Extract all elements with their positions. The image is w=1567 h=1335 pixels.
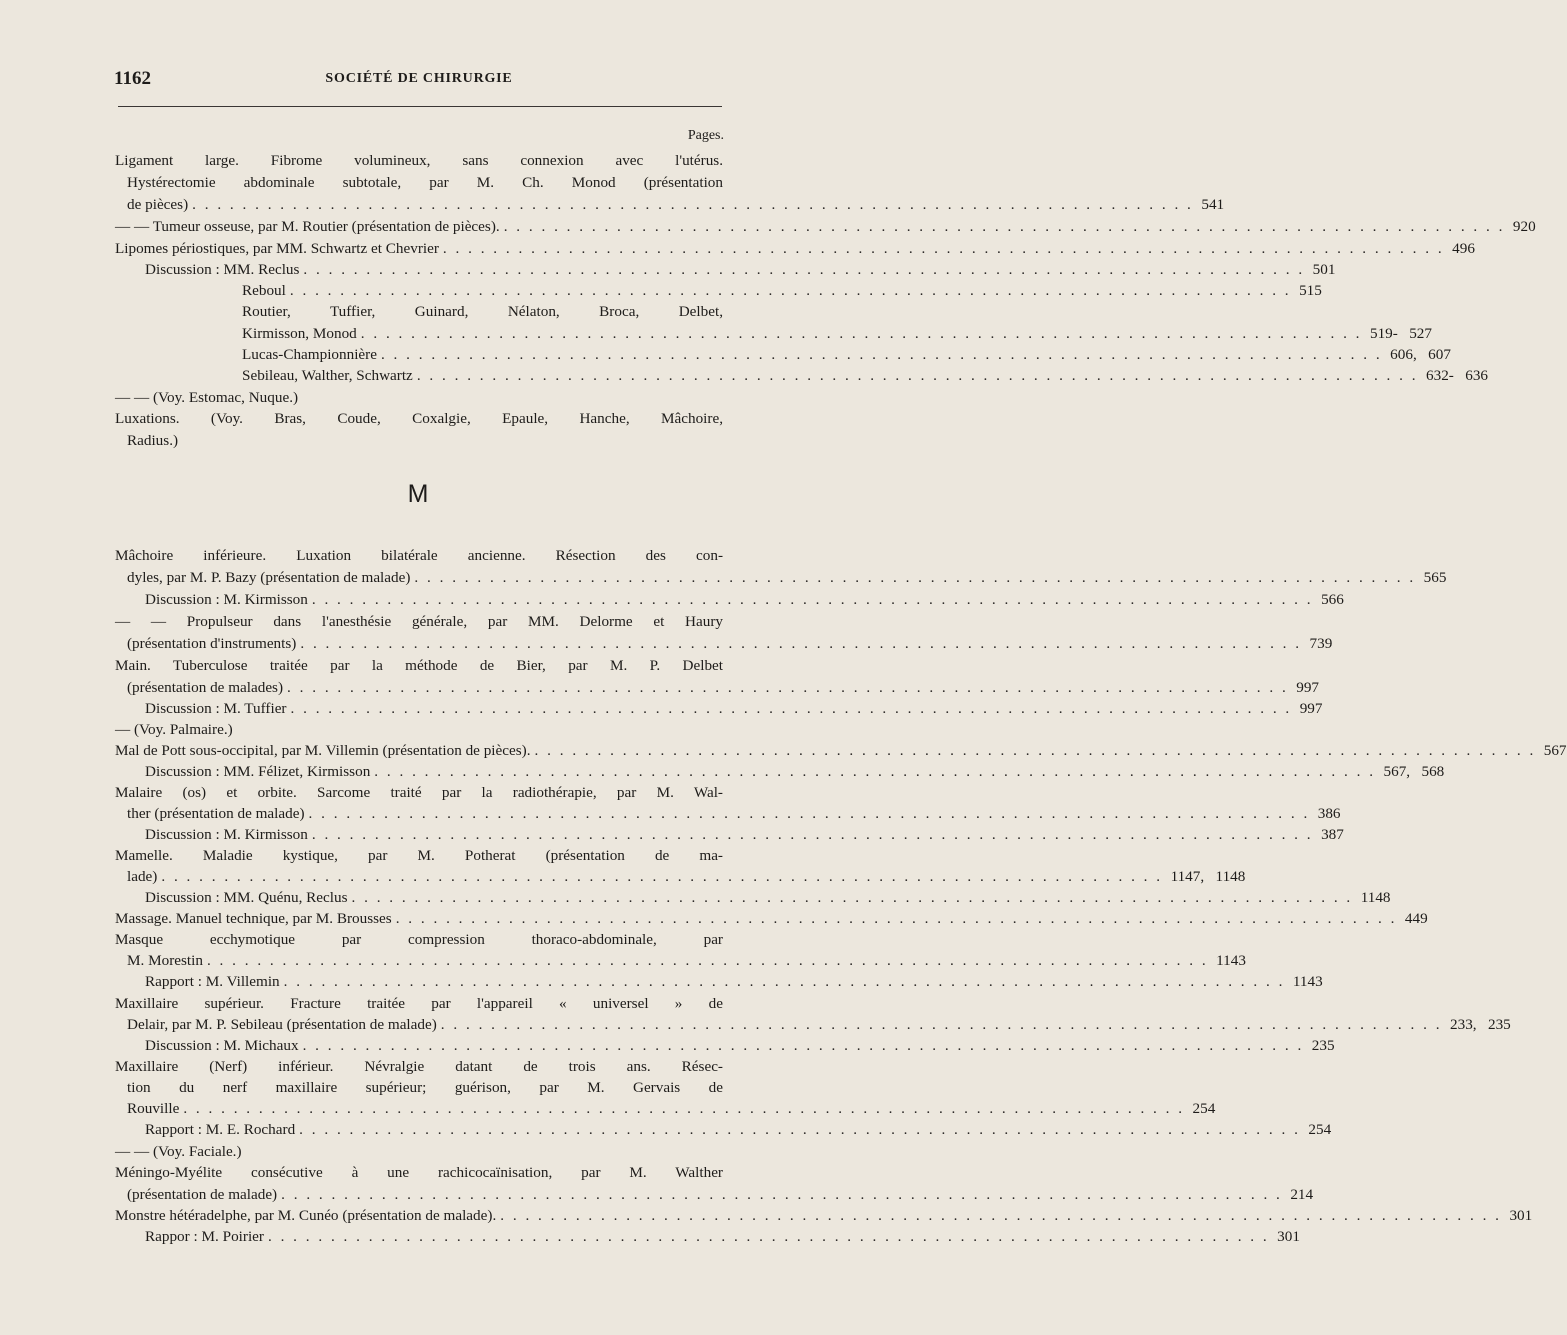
index-entry-line — [127, 1077, 723, 1098]
index-entry-line — [145, 698, 1323, 719]
index-entry-line — [127, 1184, 1314, 1205]
index-entry-line — [242, 280, 1322, 301]
leader-dots: . . . . . . . . . . . . . . . . . . . . . . . . . . . . . . . . . . . . . . . . . . . . . . . . . . . . . . . . . . . . . . . . . . . . . . . . . . . . . . . . — [289, 282, 1292, 299]
entry-text: Rapport : M. E. Rochard — [145, 1121, 296, 1138]
index-entry-line — [127, 866, 1246, 887]
page-reference: 566 — [1321, 591, 1344, 608]
page-number: 1162 — [114, 68, 151, 89]
leader-dots: . . . . . . . . . . . . . . . . . . . . . . . . . . . . . . . . . . . . . . . . . . . . . . . . . . . . . . . . . . . . . . . . . . . . . . . . . . . . . . . . — [290, 700, 1292, 717]
leader-dots: . . . . . . . . . . . . . . . . . . . . . . . . . . . . . . . . . . . . . . . . . . . . . . . . . . . . . . . . . . . . . . . . . . . . . . . . . . . . . . . . — [503, 218, 1505, 235]
page-reference: 1147, 1148 — [1170, 868, 1246, 885]
index-entry-line — [127, 677, 1320, 698]
entry-text: Main. Tuberculose traitée par la méthode de Bier, par M. P. Delbet — [115, 657, 723, 674]
entry-text: Maxillaire supérieur. Fracture traitée par l'appareil « universel » de — [115, 995, 723, 1012]
index-entry-line — [115, 408, 723, 429]
page-reference: 254 — [1192, 1100, 1216, 1117]
entry-text: Sebileau, Walther, Schwartz — [242, 367, 413, 384]
entry-text: Mal de Pott sous-occipital, par M. Villemin (présentation de pièces). — [115, 742, 531, 759]
index-entry-line — [145, 1226, 1300, 1247]
entry-text: — — Tumeur osseuse, par M. Routier (présentation de pièces). — [115, 218, 500, 235]
page-reference: 235 — [1311, 1037, 1335, 1054]
index-entry-line — [127, 633, 1333, 654]
page-reference: 449 — [1404, 910, 1428, 927]
entry-text: Discussion : M. Michaux — [145, 1037, 299, 1054]
index-entry-line — [242, 301, 723, 322]
header-rule — [118, 106, 722, 107]
leader-dots: . . . . . . . . . . . . . . . . . . . . . . . . . . . . . . . . . . . . . . . . . . . . . . . . . . . . . . . . . . . . . . . . . . . . . . . . . . . . . . . . — [283, 973, 1285, 990]
entry-text: Discussion : MM. Quénu, Reclus — [145, 889, 348, 906]
leader-dots: . . . . . . . . . . . . . . . . . . . . . . . . . . . . . . . . . . . . . . . . . . . . . . . . . . . . . . . . . . . . . . . . . . . . . . . . . . . . . . . . — [395, 910, 1397, 927]
page-reference: 541 — [1201, 196, 1225, 213]
entry-text: dyles, par M. P. Bazy (présentation de malade) — [127, 569, 411, 586]
entry-text: Discussion : MM. Reclus — [145, 261, 300, 278]
page-reference: 739 — [1309, 635, 1333, 652]
entry-text: Rouville — [127, 1100, 180, 1117]
page-header — [114, 68, 724, 92]
page-reference: 501 — [1312, 261, 1336, 278]
index-entry-line — [127, 430, 723, 451]
page-reference: 301 — [1509, 1207, 1533, 1224]
index-entry-line — [115, 1141, 723, 1162]
entry-text: ther (présentation de malade) — [127, 805, 305, 822]
entry-text: Ligament large. Fibrome volumineux, sans connexion avec l'utérus. — [115, 152, 723, 169]
page-reference: 920 — [1512, 218, 1536, 235]
entry-text: Mâchoire inférieure. Luxation bilatérale ancienne. Résection des con- — [115, 547, 723, 564]
leader-dots: . . . . . . . . . . . . . . . . . . . . . . . . . . . . . . . . . . . . . . . . . . . . . . . . . . . . . . . . . . . . . . . . . . . . . . . . . . . . . . . . — [267, 1228, 1270, 1245]
leader-dots: . . . . . . . . . . . . . . . . . . . . . . . . . . . . . . . . . . . . . . . . . . . . . . . . . . . . . . . . . . . . . . . . . . . . . . . . . . . . . . . . — [281, 1186, 1283, 1203]
leader-dots: . . . . . . . . . . . . . . . . . . . . . . . . . . . . . . . . . . . . . . . . . . . . . . . . . . . . . . . . . . . . . . . . . . . . . . . . . . . . . . . . — [303, 261, 1305, 278]
page-reference: 387 — [1321, 826, 1344, 843]
index-entry-line — [127, 194, 1225, 215]
leader-dots: . . . . . . . . . . . . . . . . . . . . . . . . . . . . . . . . . . . . . . . . . . . . . . . . . . . . . . . . . . . . . . . . . . . . . . . . . . . . . . . . — [161, 868, 1163, 885]
page-reference: 1143 — [1292, 973, 1323, 990]
index-entry-line — [115, 655, 723, 676]
entry-text: Hystérectomie abdominale subtotale, par M. Ch. Monod (présentation — [127, 174, 723, 191]
index-entry-line — [127, 803, 1341, 824]
page-reference: 496 — [1452, 240, 1475, 257]
index-entry-line — [115, 611, 723, 632]
entry-text: Discussion : M. Kirmisson — [145, 826, 308, 843]
leader-dots: . . . . . . . . . . . . . . . . . . . . . . . . . . . . . . . . . . . . . . . . . . . . . . . . . . . . . . . . . . . . . . . . . . . . . . . . . . . . . . . . — [351, 889, 1353, 906]
index-entry-line — [115, 1162, 723, 1183]
entry-text: tion du nerf maxillaire supérieur; guérison, par M. Gervais de — [127, 1079, 723, 1096]
page-reference: 567, 568 — [1383, 763, 1445, 780]
section-letter: M — [407, 480, 429, 508]
entry-text: Luxations. (Voy. Bras, Coude, Coxalgie, Epaule, Hanche, Mâchoire, — [115, 410, 723, 427]
entry-text: Masque ecchymotique par compression thoraco-abdominale, par — [115, 931, 723, 948]
page-reference: 997 — [1299, 700, 1323, 717]
entry-text: Routier, Tuffier, Guinard, Nélaton, Broca, Delbet, — [242, 303, 723, 320]
entry-text: M. Morestin — [127, 952, 203, 969]
entry-text: Discussion : M. Tuffier — [145, 700, 287, 717]
entry-text: Malaire (os) et orbite. Sarcome traité par la radiothérapie, par M. Wal- — [115, 784, 723, 801]
page-reference: 997 — [1296, 679, 1320, 696]
entry-text: Mamelle. Maladie kystique, par M. Potherat (présentation de ma- — [115, 847, 723, 864]
page-reference: 214 — [1290, 1186, 1314, 1203]
entry-text: (présentation d'instruments) — [127, 635, 297, 652]
index-entry-line — [115, 1205, 1533, 1226]
leader-dots: . . . . . . . . . . . . . . . . . . . . . . . . . . . . . . . . . . . . . . . . . . . . . . . . . . . . . . . . . . . . . . . . . . . . . . . . . . . . . . . . — [287, 679, 1289, 696]
entry-text: Monstre hétéradelphe, par M. Cunéo (présentation de malade). — [115, 1207, 497, 1224]
page-reference: 606, 607 — [1390, 346, 1451, 363]
leader-dots: . . . . . . . . . . . . . . . . . . . . . . . . . . . . . . . . . . . . . . . . . . . . . . . . . . . . . . . . . . . . . . . . . . . . . . . . . . . . . . . . — [311, 826, 1314, 843]
page-reference: 254 — [1308, 1121, 1332, 1138]
entry-text: — — Propulseur dans l'anesthésie générale, par MM. Delorme et Haury — [115, 613, 723, 630]
index-entry-line — [115, 845, 723, 866]
index-entry-line — [145, 971, 1323, 992]
entry-text: Massage. Manuel technique, par M. Brousses — [115, 910, 392, 927]
entry-text: Maxillaire (Nerf) inférieur. Névralgie datant de trois ans. Résec- — [115, 1058, 723, 1075]
index-entry-line — [115, 929, 723, 950]
page-reference: 565 — [1423, 569, 1447, 586]
index-entry-line — [242, 365, 1489, 386]
index-entry-line — [145, 259, 1336, 280]
leader-dots: . . . . . . . . . . . . . . . . . . . . . . . . . . . . . . . . . . . . . . . . . . . . . . . . . . . . . . . . . . . . . . . . . . . . . . . . . . . . . . . . — [500, 1207, 1502, 1224]
index-entry-line — [127, 1098, 1216, 1119]
index-entry-line — [145, 589, 1344, 610]
index-entry-line — [127, 950, 1246, 971]
leader-dots: . . . . . . . . . . . . . . . . . . . . . . . . . . . . . . . . . . . . . . . . . . . . . . . . . . . . . . . . . . . . . . . . . . . . . . . . . . . . . . . . — [192, 196, 1194, 213]
index-entry-line — [115, 150, 723, 171]
page-reference: 301 — [1277, 1228, 1300, 1245]
pages-column-label: Pages. — [687, 128, 724, 143]
entry-text: — (Voy. Palmaire.) — [115, 721, 233, 738]
index-entry-line — [242, 344, 1451, 365]
index-entry-line — [115, 908, 1428, 929]
entry-text: Méningo-Myélite consécutive à une rachicocaïnisation, par M. Walther — [115, 1164, 723, 1181]
index-entry-line — [242, 323, 1432, 344]
entry-text: lade) — [127, 868, 158, 885]
index-entry-line — [145, 887, 1391, 908]
leader-dots: . . . . . . . . . . . . . . . . . . . . . . . . . . . . . . . . . . . . . . . . . . . . . . . . . . . . . . . . . . . . . . . . . . . . . . . . . . . . . . . . — [534, 742, 1536, 759]
leader-dots: . . . . . . . . . . . . . . . . . . . . . . . . . . . . . . . . . . . . . . . . . . . . . . . . . . . . . . . . . . . . . . . . . . . . . . . . . . . . . . . . — [442, 240, 1445, 257]
page-reference: 515 — [1299, 282, 1322, 299]
page-reference: 1148 — [1360, 889, 1391, 906]
index-entry-line — [145, 1035, 1335, 1056]
index-entry-line — [115, 993, 723, 1014]
index-entry-line — [115, 216, 1536, 237]
page-reference: 632- 636 — [1426, 367, 1489, 384]
index-entry-line — [115, 782, 723, 803]
entry-text: Discussion : MM. Félizet, Kirmisson — [145, 763, 371, 780]
page-reference: 567 — [1543, 742, 1567, 759]
entry-text: Radius.) — [127, 432, 179, 449]
entry-text: Lucas-Championnière — [242, 346, 377, 363]
index-entry-line — [115, 238, 1475, 259]
leader-dots: . . . . . . . . . . . . . . . . . . . . . . . . . . . . . . . . . . . . . . . . . . . . . . . . . . . . . . . . . . . . . . . . . . . . . . . . . . . . . . . . — [302, 1037, 1304, 1054]
leader-dots: . . . . . . . . . . . . . . . . . . . . . . . . . . . . . . . . . . . . . . . . . . . . . . . . . . . . . . . . . . . . . . . . . . . . . . . . . . . . . . . . — [299, 1121, 1301, 1138]
entry-text: Lipomes périostiques, par MM. Schwartz et Chevrier — [115, 240, 439, 257]
entry-text: Rappor : M. Poirier — [145, 1228, 264, 1245]
leader-dots: . . . . . . . . . . . . . . . . . . . . . . . . . . . . . . . . . . . . . . . . . . . . . . . . . . . . . . . . . . . . . . . . . . . . . . . . . . . . . . . . — [300, 635, 1302, 652]
page-reference: 1143 — [1216, 952, 1246, 969]
entry-text: Discussion : M. Kirmisson — [145, 591, 308, 608]
entry-text: — — (Voy. Estomac, Nuque.) — [115, 389, 299, 406]
leader-dots: . . . . . . . . . . . . . . . . . . . . . . . . . . . . . . . . . . . . . . . . . . . . . . . . . . . . . . . . . . . . . . . . . . . . . . . . . . . . . . . . — [440, 1016, 1442, 1033]
leader-dots: . . . . . . . . . . . . . . . . . . . . . . . . . . . . . . . . . . . . . . . . . . . . . . . . . . . . . . . . . . . . . . . . . . . . . . . . . . . . . . . . — [374, 763, 1376, 780]
leader-dots: . . . . . . . . . . . . . . . . . . . . . . . . . . . . . . . . . . . . . . . . . . . . . . . . . . . . . . . . . . . . . . . . . . . . . . . . . . . . . . . . — [416, 367, 1419, 384]
entry-text: (présentation de malades) — [127, 679, 284, 696]
index-entry-line — [115, 1056, 723, 1077]
entry-text: Rapport : M. Villemin — [145, 973, 280, 990]
leader-dots: . . . . . . . . . . . . . . . . . . . . . . . . . . . . . . . . . . . . . . . . . . . . . . . . . . . . . . . . . . . . . . . . . . . . . . . . . . . . . . . . — [183, 1100, 1185, 1117]
entry-text: Kirmisson, Monod — [242, 325, 357, 342]
running-head: SOCIÉTÉ DE CHIRURGIE — [325, 71, 513, 86]
leader-dots: . . . . . . . . . . . . . . . . . . . . . . . . . . . . . . . . . . . . . . . . . . . . . . . . . . . . . . . . . . . . . . . . . . . . . . . . . . . . . . . . — [311, 591, 1314, 608]
index-entry-line — [115, 545, 723, 566]
index-entry-line — [115, 719, 723, 740]
entry-text: Delair, par M. P. Sebileau (présentation de malade) — [127, 1016, 437, 1033]
leader-dots: . . . . . . . . . . . . . . . . . . . . . . . . . . . . . . . . . . . . . . . . . . . . . . . . . . . . . . . . . . . . . . . . . . . . . . . . . . . . . . . . — [360, 325, 1362, 342]
index-entry-line — [127, 567, 1447, 588]
leader-dots: . . . . . . . . . . . . . . . . . . . . . . . . . . . . . . . . . . . . . . . . . . . . . . . . . . . . . . . . . . . . . . . . . . . . . . . . . . . . . . . . — [308, 805, 1310, 822]
entry-text: — — (Voy. Faciale.) — [115, 1143, 242, 1160]
page-reference: 386 — [1317, 805, 1341, 822]
index-entry-line — [115, 387, 723, 408]
page-reference: 233, 235 — [1450, 1016, 1511, 1033]
entry-text: de pièces) — [127, 196, 189, 213]
entry-text: Reboul — [242, 282, 286, 299]
index-entry-line — [145, 1119, 1332, 1140]
page-reference: 519- 527 — [1369, 325, 1432, 342]
index-entry-line — [145, 761, 1445, 782]
index-entry-line — [127, 1014, 1511, 1035]
entry-text: (présentation de malade) — [127, 1186, 278, 1203]
index-entry-line — [127, 172, 723, 193]
index-entry-line — [145, 824, 1344, 845]
leader-dots: . . . . . . . . . . . . . . . . . . . . . . . . . . . . . . . . . . . . . . . . . . . . . . . . . . . . . . . . . . . . . . . . . . . . . . . . . . . . . . . . — [206, 952, 1209, 969]
index-entry-line — [115, 740, 1567, 761]
leader-dots: . . . . . . . . . . . . . . . . . . . . . . . . . . . . . . . . . . . . . . . . . . . . . . . . . . . . . . . . . . . . . . . . . . . . . . . . . . . . . . . . — [414, 569, 1416, 586]
leader-dots: . . . . . . . . . . . . . . . . . . . . . . . . . . . . . . . . . . . . . . . . . . . . . . . . . . . . . . . . . . . . . . . . . . . . . . . . . . . . . . . . — [380, 346, 1383, 363]
